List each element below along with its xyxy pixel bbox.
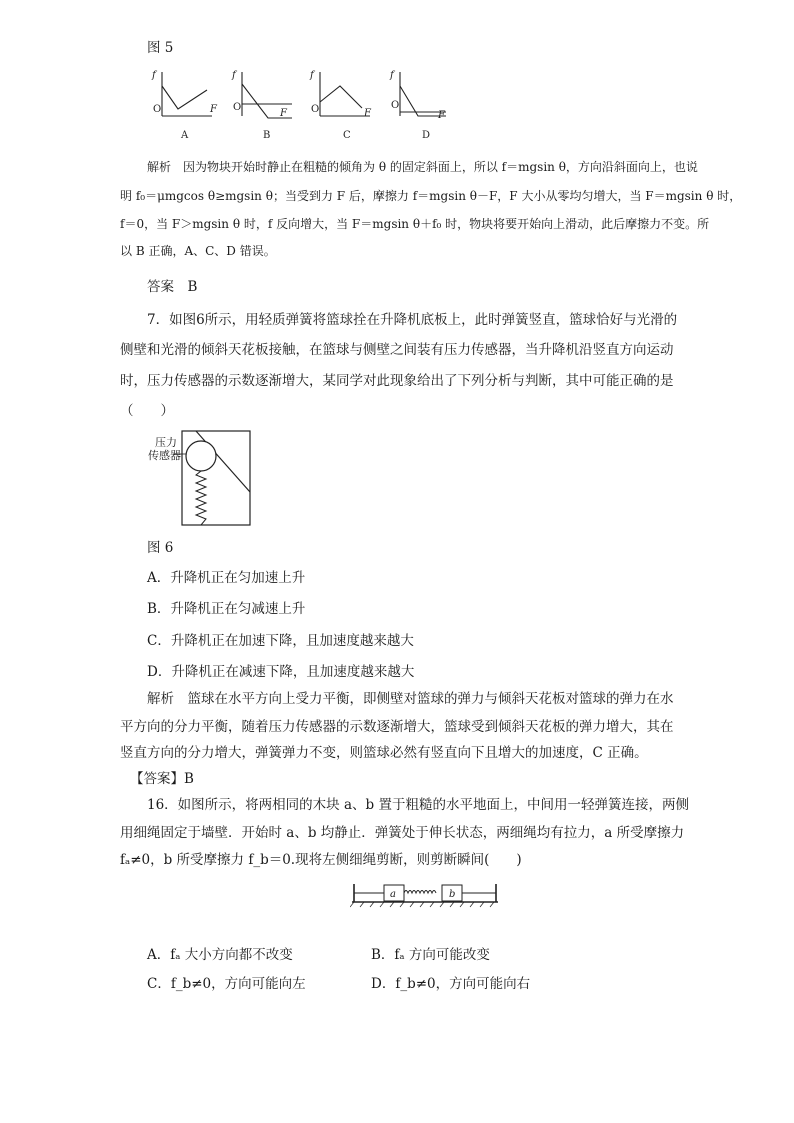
graph-c-F: F — [364, 108, 371, 119]
q16-stem-line-3: fₐ≠0，b 所受摩擦力 f_b＝0.现将左侧细绳剪断，则剪断瞬间( ) — [120, 852, 522, 868]
graph-c-letter: C — [343, 130, 351, 141]
q7-analysis-line-2: 平方向的分力平衡，随着压力传感器的示数逐渐增大，篮球受到倾斜天花板的弹力增大，其在 — [120, 719, 674, 735]
q16-diagram — [350, 880, 500, 910]
graph-d-o: O — [391, 100, 400, 111]
sensor-label-1: 压力 — [155, 436, 177, 449]
graph-d-letter: D — [422, 130, 431, 141]
q16-option-a: A．fₐ 大小方向都不改变 — [147, 947, 293, 963]
fig6-caption: 图 6 — [147, 540, 174, 556]
graph-c-curve — [320, 86, 362, 108]
graph-b-letter: B — [263, 130, 271, 141]
fig5-caption: 图 5 — [147, 40, 174, 56]
q7-stem-line-2: 侧壁和光滑的倾斜天花板接触，在篮球与侧壁之间装有压力传感器，当升降机沿竖直方向运动 — [120, 342, 674, 358]
q6-answer: 答案 B — [147, 279, 198, 295]
q7-stem-line-3: 时，压力传感器的示数逐渐增大，某同学对此现象给出了下列分析与判断，其中可能正确的是 — [120, 373, 674, 389]
q6-analysis-line-3: f＝0，当 F＞mgsin θ 时，f 反向增大，当 F＝mgsin θ＋f₀ 时，物块将要开始向上滑动，此后摩擦力不变。所 — [120, 217, 710, 231]
graph-a-curve — [162, 86, 207, 109]
q7-option-a: A．升降机正在匀加速上升 — [147, 570, 306, 586]
ground-hatch — [350, 902, 494, 907]
graph-c-f: f — [310, 70, 314, 81]
q6-analysis-line-1: 解析 因为物块开始时静止在粗糙的倾角为 θ 的固定斜面上，所以 f＝mgsin θ，方向沿斜面向上，也说 — [147, 160, 698, 174]
q7-option-d: D．升降机正在减速下降，且加速度越来越大 — [147, 664, 415, 680]
q16-stem-line-2: 用细绳固定于墙壁．开始时 a、b 均静止．弹簧处于伸长状态，两细绳均有拉力，a 所受摩擦力 — [120, 825, 685, 841]
graph-a-f: f — [152, 70, 156, 81]
q6-analysis-line-4: 以 B 正确，A、C、D 错误。 — [120, 244, 276, 258]
sensor-label-2: 传感器 — [148, 449, 181, 462]
graph-a-F: F — [210, 104, 217, 115]
q7-answer: 【答案】B — [130, 771, 194, 787]
q16-option-c: C．f_b≠0，方向可能向左 — [147, 976, 306, 992]
graph-a-o: O — [153, 104, 162, 115]
graph-b-o: O — [233, 102, 242, 113]
spring — [196, 471, 206, 525]
graph-b-f: f — [232, 70, 236, 81]
block-b-label: b — [449, 889, 456, 900]
q16-option-b: B．fₐ 方向可能改变 — [371, 947, 490, 963]
graph-c-o: O — [311, 104, 320, 115]
q7-option-b: B．升降机正在匀减速上升 — [147, 601, 306, 617]
graph-b-F: F — [280, 108, 287, 119]
graph-a-letter: A — [181, 130, 189, 141]
graph-d-f: f — [390, 70, 394, 81]
graph-d-F: F — [438, 110, 445, 121]
q6-analysis-line-2: 明 f₀＝μmgcos θ≥mgsin θ；当受到力 F 后，摩擦力 f＝mgsin θ－F，F 大小从零均匀增大，当 F＝mgsin θ 时， — [120, 189, 742, 203]
q7-stem-line-1: 7．如图6所示，用轻质弹簧将篮球拴在升降机底板上，此时弹簧竖直，篮球恰好与光滑的 — [147, 312, 678, 328]
q16-option-d: D．f_b≠0，方向可能向右 — [371, 976, 531, 992]
basketball — [186, 441, 216, 471]
q7-analysis-line-3: 竖直方向的分力增大，弹簧弹力不变，则篮球必然有竖直向下且增大的加速度，C 正确。 — [120, 745, 648, 761]
q7-stem-line-4: （ ） — [120, 403, 174, 419]
fig6-diagram — [140, 428, 260, 528]
spring-coil — [404, 891, 436, 894]
q7-option-c: C．升降机正在加速下降，且加速度越来越大 — [147, 633, 414, 649]
q7-analysis-line-1: 解析 篮球在水平方向上受力平衡，即侧壁对篮球的弹力与倾斜天花板对篮球的弹力在水 — [147, 691, 674, 707]
block-a-label: a — [390, 889, 396, 900]
q16-stem-line-1: 16．如图所示，将两相同的木块 a、b 置于粗糙的水平地面上，中间用一轻弹簧连接，两侧 — [147, 797, 689, 813]
fig5-graphs — [140, 66, 460, 142]
